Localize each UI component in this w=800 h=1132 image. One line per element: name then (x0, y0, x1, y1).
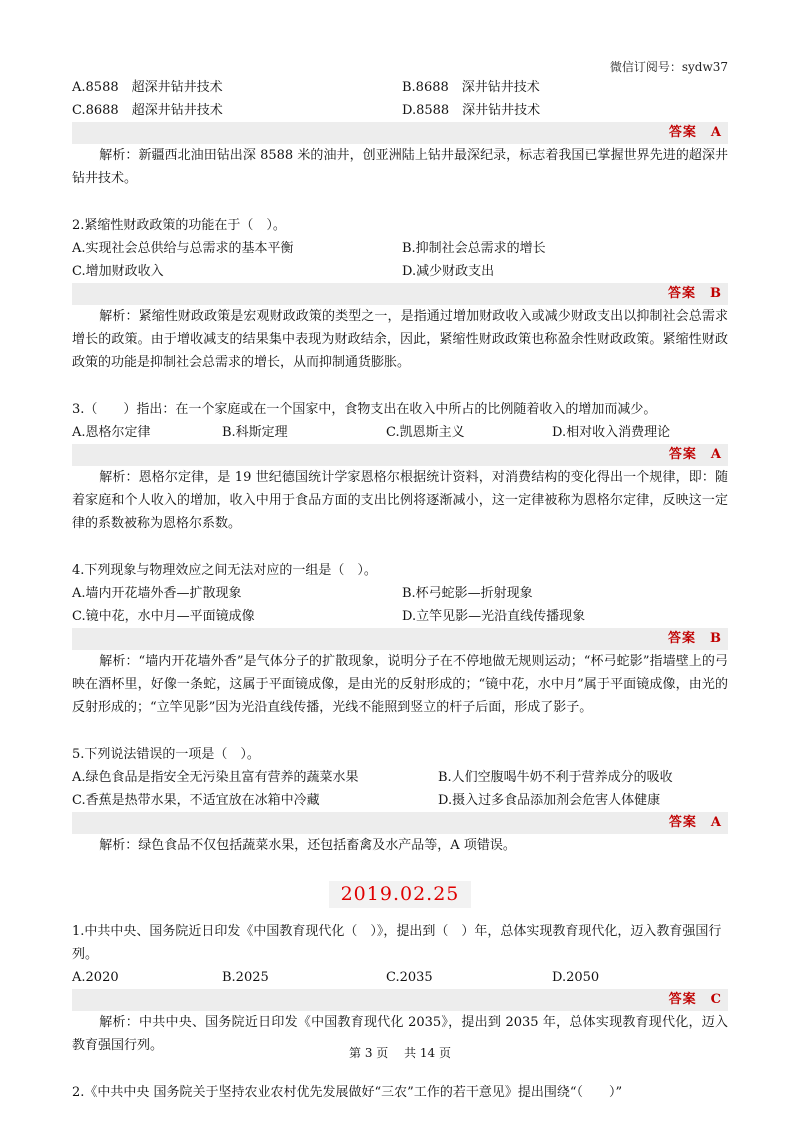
option-d: D.减少财政支出 (402, 264, 495, 279)
explanation: 解析：新疆西北油田钻出深 8588 米的油井，创亚洲陆上钻井最深纪录，标志着我国已掌握世界先进的超深井钻井技术。 (72, 148, 728, 186)
option-a: A.绿色食品是指安全无污染且富有营养的蔬菜水果 (72, 770, 359, 785)
page-number: 第 3 页 (349, 1046, 389, 1060)
date-heading: 2019.02.25 (329, 881, 472, 908)
option-d: D.2050 (552, 970, 600, 985)
answer-value: A (710, 815, 722, 830)
option-b: B.杯弓蛇影—折射现象 (402, 586, 533, 601)
option-c: C.8688 超深井钻井技术 (72, 103, 223, 118)
question-text: 5.下列说法错误的一项是（ ）。 (72, 747, 260, 762)
answer-label: 答案 (668, 447, 697, 462)
answer-bar (72, 989, 728, 1011)
option-b: B.抑制社会总需求的增长 (402, 241, 546, 256)
options-row (72, 421, 728, 444)
answer-value: A (710, 125, 722, 140)
answer-value: C (710, 992, 722, 1007)
option-b: B.科斯定理 (222, 425, 288, 440)
question-text: 2.《中共中央 国务院关于坚持农业农村优先发展做好“三农”工作的若干意见》提出围绕“（ ）” (72, 1085, 623, 1100)
date-section (72, 881, 728, 908)
answer-value: A (710, 447, 722, 462)
page-footer (0, 1044, 800, 1061)
answer-label: 答案 (668, 992, 697, 1007)
content (72, 76, 728, 1104)
question-text: 4.下列现象与物理效应之间无法对应的一组是（ ）。 (72, 563, 377, 578)
option-d: D.8588 深井钻井技术 (402, 103, 541, 118)
option-d: D.立竿见影—光沿直线传播现象 (402, 609, 586, 624)
answer-label: 答案 (667, 631, 696, 646)
option-c: C.香蕉是热带水果，不适宜放在冰箱中冷藏 (72, 793, 320, 808)
option-c: C.增加财政收入 (72, 264, 164, 279)
answer-bar (72, 812, 728, 834)
options-row (72, 789, 728, 812)
option-a: A.墙内开花墙外香—扩散现象 (72, 586, 242, 601)
options-row (72, 766, 728, 789)
options-row (72, 76, 728, 99)
option-c: C.2035 (386, 970, 433, 985)
answer-label: 答案 (668, 815, 697, 830)
option-a: A.8588 超深井钻井技术 (72, 80, 223, 95)
explanation: 解析：恩格尔定律，是 19 世纪德国统计学家恩格尔根据统计资料，对消费结构的变化得出一个规律，即：随着家庭和个人收入的增加，收入中用于食品方面的支出比例将逐渐减小，这一定律被称为恩格尔定律，反映这一定律的系数被称为恩格尔系数。 (72, 470, 728, 531)
explanation: 解析：中共中央、国务院近日印发《中国教育现代化 2035》，提出到 2035 年，总体实现教育现代化，迈入教育强国行列。 (72, 1015, 728, 1053)
option-a: A.恩格尔定律 (72, 425, 151, 440)
question-text: 3.（ ）指出：在一个家庭或在一个国家中，食物支出在收入中所占的比例随着收入的增加而减少。 (72, 402, 657, 417)
option-d: D.摄入过多食品添加剂会危害人体健康 (438, 793, 661, 808)
option-c: C.镜中花，水中月—平面镜成像 (72, 609, 255, 624)
option-c: C.凯恩斯主义 (386, 425, 465, 440)
options-row (72, 99, 728, 122)
options-row (72, 237, 728, 260)
options-row (72, 582, 728, 605)
options-row (72, 966, 728, 989)
question-text: 1.中共中央、国务院近日印发《中国教育现代化（ ）》，提出到（ ）年，总体实现教育现代化，迈入教育强国行列。 (72, 924, 722, 962)
option-b: B.2025 (222, 970, 269, 985)
answer-bar (72, 628, 728, 650)
explanation: 解析：绿色食品不仅包括蔬菜水果，还包括畜禽及水产品等，A 项错误。 (99, 838, 516, 853)
answer-label: 答案 (668, 125, 697, 140)
option-b: B.人们空腹喝牛奶不利于营养成分的吸收 (438, 770, 673, 785)
explanation: 解析：紧缩性财政政策是宏观财政政策的类型之一，是指通过增加财政收入或减少财政支出以抑制社会总需求增长的政策。由于增收减支的结果集中表现为财政结余，因此，紧缩性财政政策也称盈余性财政政策。紧缩性财政政策的功能是抑制社会总需求的增长，从而抑制通货膨胀。 (72, 309, 728, 370)
explanation: 解析：“墙内开花墙外香”是气体分子的扩散现象，说明分子在不停地做无规则运动；“杯弓蛇影”指墙壁上的弓映在酒杯里，好像一条蛇，这属于平面镜成像，是由光的反射形成的；“镜中花，水中月”属于平面镜成像，由光的反射形成的；“立竿见影”因为光沿直线传播，光线不能照到竖立的杆子后面，形成了影子。 (72, 654, 728, 715)
answer-bar (72, 122, 728, 144)
option-a: A.2020 (72, 970, 119, 985)
total-pages: 共 14 页 (404, 1046, 451, 1060)
option-b: B.8688 深井钻井技术 (402, 80, 540, 95)
answer-label: 答案 (667, 286, 696, 301)
answer-value: B (710, 631, 722, 646)
option-d: D.相对收入消费理论 (552, 425, 671, 440)
question-text: 2.紧缩性财政政策的功能在于（ ）。 (72, 218, 286, 233)
answer-bar (72, 444, 728, 466)
answer-bar (72, 283, 728, 305)
options-row (72, 260, 728, 283)
options-row (72, 605, 728, 628)
answer-value: B (710, 286, 722, 301)
wechat-id: 微信订阅号：sydw37 (609, 60, 728, 74)
option-a: A.实现社会总供给与总需求的基本平衡 (72, 241, 294, 256)
